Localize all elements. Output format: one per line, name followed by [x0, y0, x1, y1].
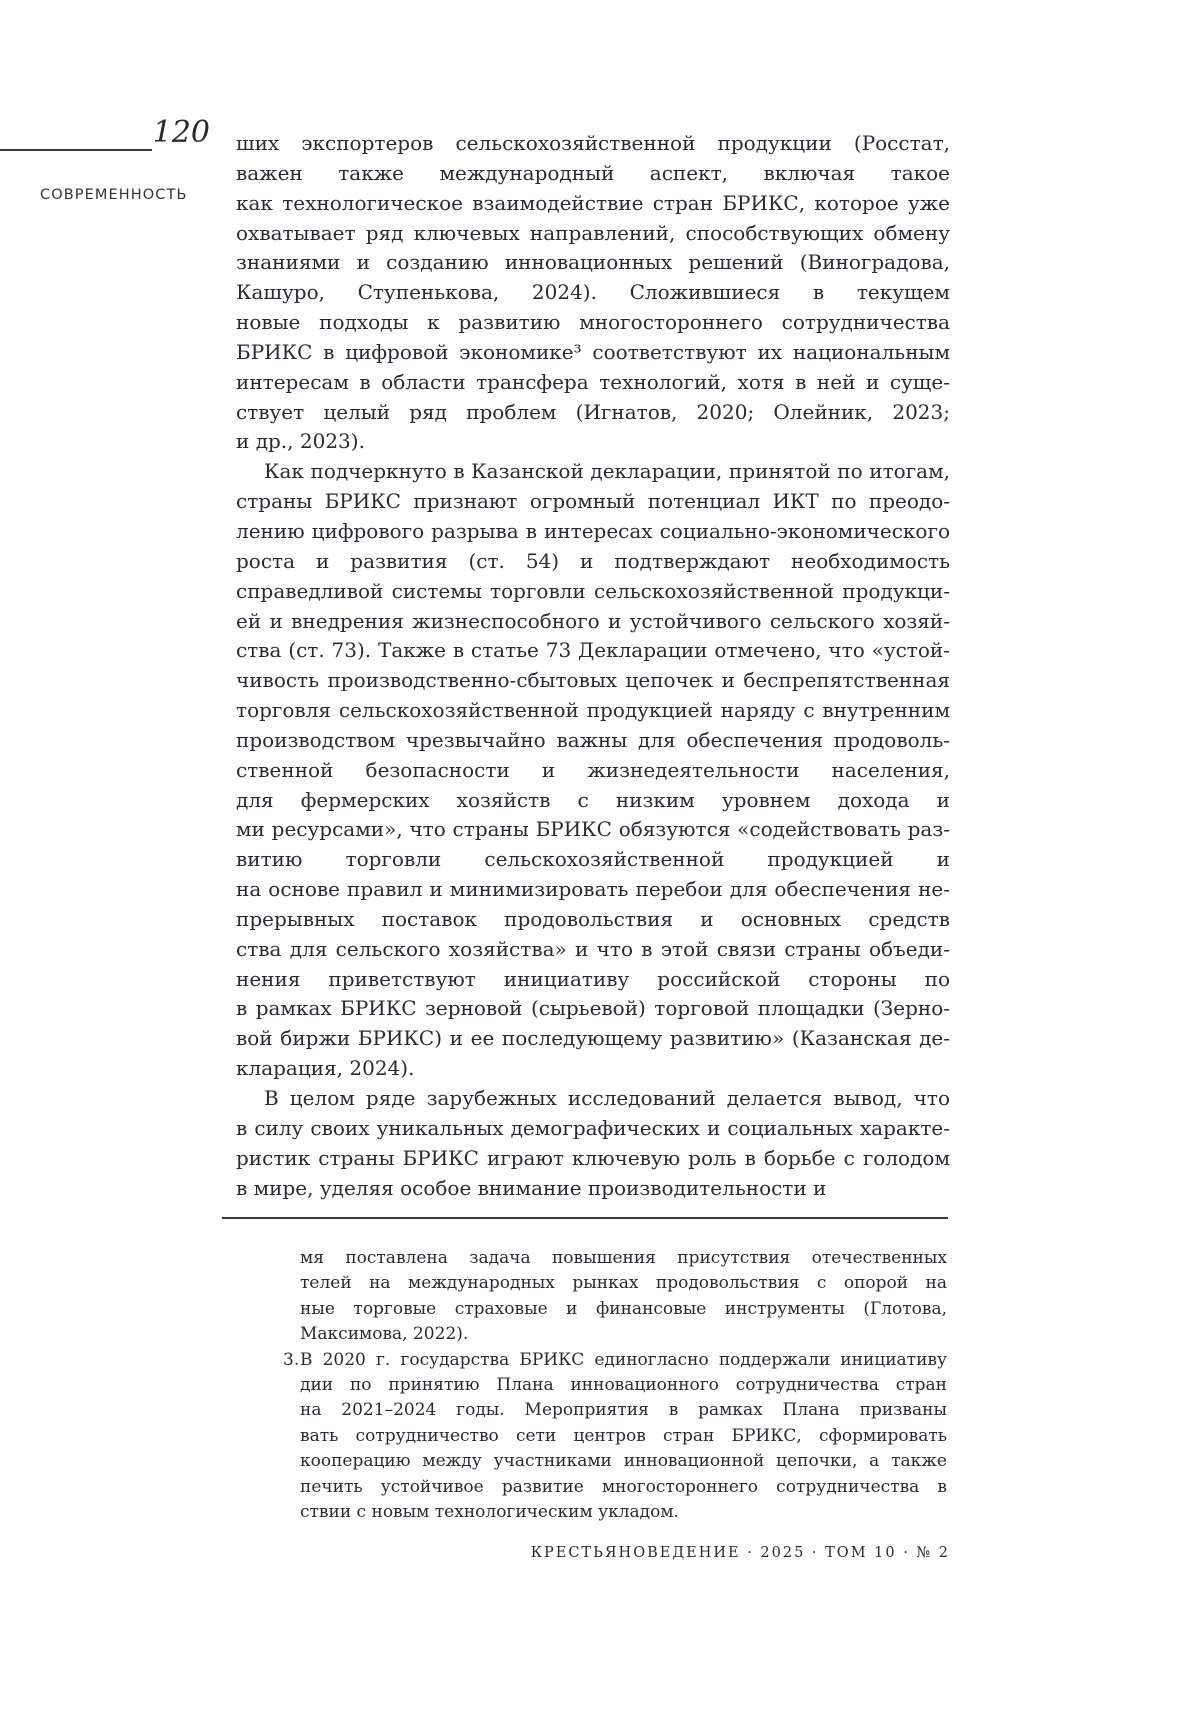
- body-line: В целом ряде зарубежных исследований делается вывод, что: [264, 1086, 950, 1110]
- body-line: справедливой системы торговли сельскохозяйственной продукци-: [236, 578, 950, 603]
- body-line: торговля сельскохозяйственной продукцией наряду с внутренним: [236, 698, 950, 723]
- body-line: ристик страны БРИКС играют ключевую роль в борьбе с голодом: [236, 1145, 950, 1170]
- footnote-continuation-line: мя поставлена задача повышения присутствия отечественных: [300, 1248, 947, 1268]
- footnote-line: на 2021–2024 годы. Мероприятия в рамках Плана призваны: [300, 1400, 947, 1421]
- body-line: интересам в области трансфера технологий, хотя в ней и суще-: [236, 369, 950, 394]
- body-line: ства для сельского хозяйства» и что в этой связи страны объеди-: [236, 936, 950, 961]
- body-line: чивость производственно-сбытовых цепочек и беспрепятственная: [236, 668, 950, 693]
- body-line: нения приветствуют инициативу российской стороны по: [236, 966, 950, 991]
- footnote-line: кооперацию между участниками инновационной цепочки, а также: [300, 1451, 947, 1472]
- header-rule: [0, 149, 152, 151]
- body-line: на основе правил и минимизировать перебои для обеспечения не-: [236, 877, 950, 902]
- footnote-line: 3. В 2020 г. государства БРИКС единогласно поддержали инициативу: [283, 1348, 947, 1373]
- article-body: [236, 129, 950, 1203]
- body-line: в силу своих уникальных демографических и социальных характе-: [236, 1115, 950, 1140]
- footnote-continuation-line: Максимова, 2022).: [300, 1324, 469, 1345]
- footnote-marker: 3.: [283, 1349, 300, 1370]
- body-line: для фермерских хозяйств с низким уровнем дохода и: [236, 787, 950, 812]
- body-line: производством чрезвычайно важны для обеспечения продоволь-: [236, 727, 950, 752]
- footnote-line: печить устойчивое развитие многостороннего сотрудничества в: [300, 1476, 947, 1497]
- body-line: Кашуро, Ступенькова, 2024). Сложившиеся в текущем: [236, 280, 950, 305]
- footnote-continuation-line: ные торговые страховые и финансовые инструменты (Глотова,: [300, 1298, 947, 1319]
- footnote-line: вать сотрудничество сети центров стран БРИКС, сформировать: [300, 1425, 947, 1446]
- body-line: лению цифрового разрыва в интересах социально-экономического: [236, 518, 950, 543]
- body-line: и др., 2023).: [236, 429, 365, 454]
- footnote-continuation-line: телей на международных рынках продовольствия с опорой на: [300, 1273, 947, 1294]
- footnote-line: дии по принятию Плана инновационного сотрудничества стран: [300, 1374, 947, 1395]
- body-line: БРИКС в цифровой экономике³ соответствуют их национальным: [236, 339, 950, 364]
- body-line: ствует целый ряд проблем (Игнатов, 2020; Олейник, 2023;: [236, 399, 950, 424]
- body-line: ства (ст. 73). Также в статье 73 Декларации отмечено, что «устой-: [236, 638, 950, 663]
- body-line: новые подходы к развитию многостороннего сотрудничества: [236, 310, 950, 335]
- footnote-separator-rule: [222, 1217, 948, 1219]
- body-line: в рамках БРИКС зерновой (сырьевой) торговой площадки (Зерно-: [236, 996, 950, 1021]
- journal-footer: КРЕСТЬЯНОВЕДЕНИЕ · 2025 · ТОМ 10 · № 2: [530, 1545, 950, 1561]
- body-line: витию торговли сельскохозяйственной продукцией и: [236, 847, 950, 872]
- footnote-line: ствии с новым технологическим укладом.: [300, 1501, 679, 1522]
- body-line: роста и развития (ст. 54) и подтверждают необходимость: [236, 548, 950, 573]
- section-label: СОВРЕМЕННОСТЬ: [40, 187, 188, 203]
- footnotes: [283, 1246, 947, 1525]
- body-line: кларация, 2024).: [236, 1056, 415, 1081]
- body-line: ми ресурсами», что страны БРИКС обязуются «содействовать раз-: [236, 817, 950, 842]
- body-line: в мире, уделяя особое внимание производительности и: [236, 1175, 827, 1200]
- body-line: знаниями и созданию инновационных решений (Виноградова,: [236, 250, 950, 275]
- body-line: ственной безопасности и жизнедеятельности населения,: [236, 757, 950, 782]
- body-line: страны БРИКС признают огромный потенциал ИКТ по преодо-: [236, 489, 950, 514]
- page-number: 120: [152, 115, 210, 150]
- body-line: вой биржи БРИКС) и ее последующему развитию» (Казанская де-: [236, 1026, 950, 1051]
- body-line: важен также международный аспект, включая такое: [236, 160, 950, 185]
- body-line: ей и внедрения жизнеспособного и устойчивого сельского хозяй-: [236, 608, 950, 633]
- body-line: охватывает ряд ключевых направлений, способствующих обмену: [236, 220, 950, 245]
- body-line: прерывных поставок продовольствия и основных средств: [236, 906, 950, 931]
- body-line: Как подчеркнуто в Казанской декларации, принятой по итогам,: [264, 459, 950, 484]
- body-line: как технологическое взаимодействие стран БРИКС, которое уже: [236, 190, 950, 215]
- body-line: ших экспортеров сельскохозяйственной продукции (Росстат,: [236, 131, 950, 155]
